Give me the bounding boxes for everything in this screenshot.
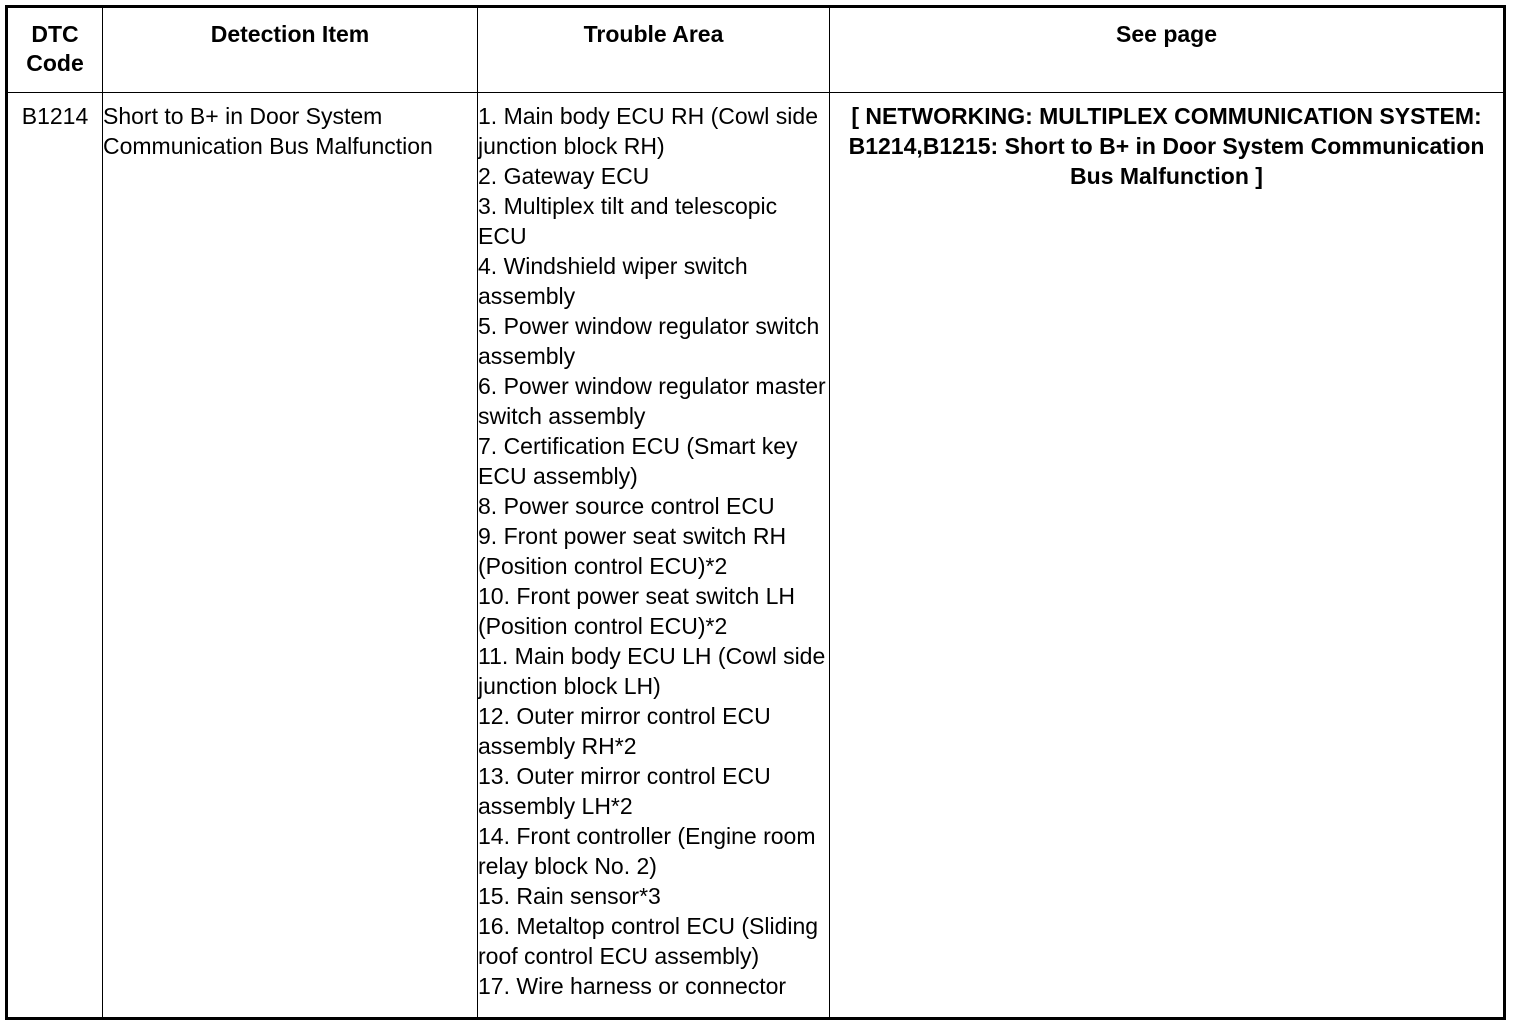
trouble-area-item: 11. Main body ECU LH (Cowl side junction block LH) — [478, 643, 826, 699]
table-header-row — [7, 7, 1505, 93]
header-dtc-code — [7, 7, 103, 93]
see-page-link[interactable]: [ NETWORKING: MULTIPLEX COMMUNICATION SYSTEM: B1214,B1215: Short to B+ in Door System Communication Bus Malfunction ] — [830, 93, 1505, 1019]
detection-item-cell: Short to B+ in Door System Communication Bus Malfunction — [103, 93, 478, 1019]
trouble-area-item: 2. Gateway ECU — [478, 163, 650, 189]
trouble-area-item: 12. Outer mirror control ECU assembly RH*2 — [478, 703, 771, 759]
trouble-area-item: 15. Rain sensor*3 — [478, 883, 661, 909]
header-detection-item: Detection Item — [103, 7, 478, 93]
table-row — [7, 93, 1505, 1019]
dtc-code-cell: B1214 — [7, 93, 103, 1019]
trouble-area-item: 8. Power source control ECU — [478, 493, 775, 519]
header-trouble-area: Trouble Area — [478, 7, 830, 93]
header-dtc-code-line2: Code — [26, 50, 84, 76]
header-dtc-code-line1: DTC — [31, 21, 79, 47]
header-see-page: See page — [830, 7, 1505, 93]
dtc-table — [5, 5, 1506, 1020]
trouble-area-list — [478, 101, 829, 1001]
trouble-area-item: 13. Outer mirror control ECU assembly LH*2 — [478, 763, 771, 819]
trouble-area-item: 10. Front power seat switch LH (Position control ECU)*2 — [478, 583, 796, 639]
trouble-area-item: 5. Power window regulator switch assembly — [478, 313, 820, 369]
trouble-area-item: 6. Power window regulator master switch assembly — [478, 373, 826, 429]
trouble-area-item: 9. Front power seat switch RH (Position control ECU)*2 — [478, 523, 787, 579]
trouble-area-item: 1. Main body ECU RH (Cowl side junction block RH) — [478, 103, 819, 159]
trouble-area-item: 16. Metaltop control ECU (Sliding roof control ECU assembly) — [478, 913, 819, 969]
trouble-area-item: 3. Multiplex tilt and telescopic ECU — [478, 193, 778, 249]
trouble-area-cell — [478, 93, 830, 1019]
trouble-area-item: 7. Certification ECU (Smart key ECU assembly) — [478, 433, 798, 489]
trouble-area-item: 4. Windshield wiper switch assembly — [478, 253, 748, 309]
trouble-area-item: 14. Front controller (Engine room relay block No. 2) — [478, 823, 816, 879]
trouble-area-item: 17. Wire harness or connector — [478, 973, 787, 999]
